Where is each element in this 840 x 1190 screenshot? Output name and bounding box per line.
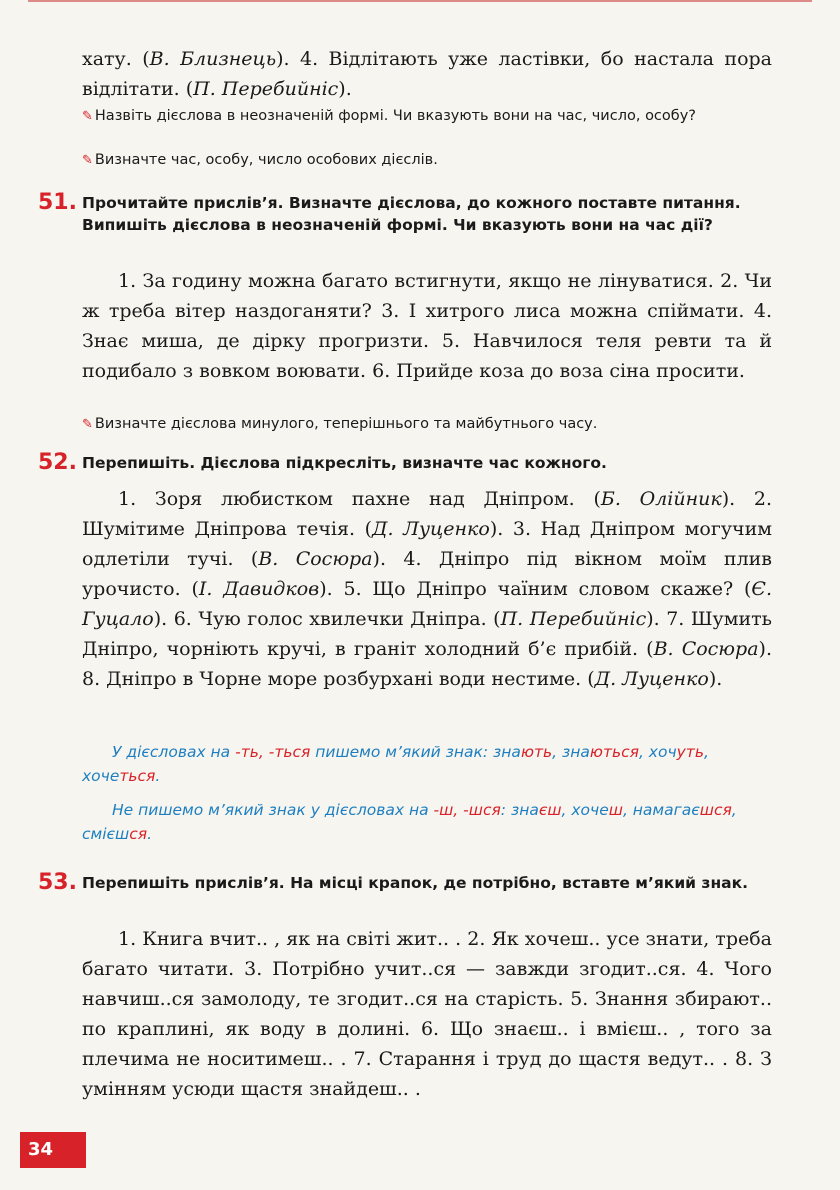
top-edge-line: [28, 0, 812, 2]
task-number: 52.: [38, 450, 77, 475]
pencil-icon: ✎: [82, 153, 93, 168]
task-number: 53.: [38, 870, 77, 895]
task-53-body: 1. Книга вчит.. , як на світі жит.. . 2. Як хочеш.. усе знати, треба багато читати. 3. Потрібно учит..ся — завжди згодит..ся. 4. Чого навчиш..ся замолоду, те згодит..ся на старість. 5. Знання збирают.. по краплині, як воду в долині. 6. Що знаєш.. і вмієш.. , того за плечима не носитимеш.. . 7. Старання і труд до щастя ведут.. . 8. З умінням усюди щастя знайдеш.. .: [82, 928, 772, 1100]
task-instruction: Перепишіть прислів’я. На місці крапок, де потрібно, вставте м’який знак.: [82, 874, 749, 892]
task-51-body: 1. За годину можна багато встигнути, якщо не лінуватися. 2. Чи ж треба вітер наздоганяти? 3. І хитрого лиса можна спіймати. 4. Знає миша, де дірку прогризти. 5. Навчилося теля ревти та й подибало з вовком воювати. 6. Прийде коза до воза сіна просити.: [82, 270, 772, 382]
pencil-icon: ✎: [82, 417, 93, 432]
intro-text-a: хату. (: [82, 48, 150, 70]
intro-text-b: ). 4. Відлітають уже ластівки, бо настала пора відлітати. (: [82, 48, 772, 100]
pencil-icon: ✎: [82, 109, 93, 124]
task-51-question: ✎ Визначте дієслова минулого, теперішнього та майбутнього часу.: [82, 416, 598, 432]
intro-paragraph: [82, 44, 772, 104]
rule-soft-sign: У дієсловах на -ть, -ться пишемо м’який знак: знають, знаються, хочуть, хочеться. Не пишемо м’який знак у дієсловах на -ш, -шся: знаєш, хочеш, намагаєшся, смієшся.: [82, 743, 737, 843]
task-52-body: 1. Зоря любистком пахне над Дніпром. (Б. Олійник). 2. Шумітиме Дніпрова течія. (Д. Луценко). 3. Над Дніпром могучим одлетіли тучі. (В. Сосюра). 4. Дніпро під вікном моїм плив урочисто. (І. Давидков). 5. Що Дніпро чаїним словом скаже? (Є. Гуцало). 6. Чую голос хвилечки Дніпра. (П. Перебийніс). 7. Шумить Дніпро, чорніють кручі, в граніт холодний б’є прибій. (В. Сосюра). 8. Дніпро в Чорне море розбурхані води нестиме. (Д. Луценко).: [82, 488, 773, 690]
task-instruction: Прочитайте прислів’я. Визначте дієслова, до кожного поставте питання. Випишіть дієслова в неозначеній формі. Чи вказують вони на час дії?: [82, 194, 741, 234]
intro-question-1: ✎ Назвіть дієслова в неозначеній формі. Чи вказують вони на час, число, особу?: [82, 108, 696, 124]
intro-author-b: П. Перебийніс: [193, 78, 339, 100]
intro-text-c: ).: [338, 78, 352, 100]
intro-author-a: В. Близнець: [149, 48, 277, 70]
intro-question-2: ✎ Визначте час, особу, число особових дієслів.: [82, 152, 438, 168]
task-instruction: Перепишіть. Дієслова підкресліть, визначте час кожного.: [82, 454, 607, 472]
page-number: 34: [20, 1132, 86, 1168]
task-number: 51.: [38, 190, 77, 215]
